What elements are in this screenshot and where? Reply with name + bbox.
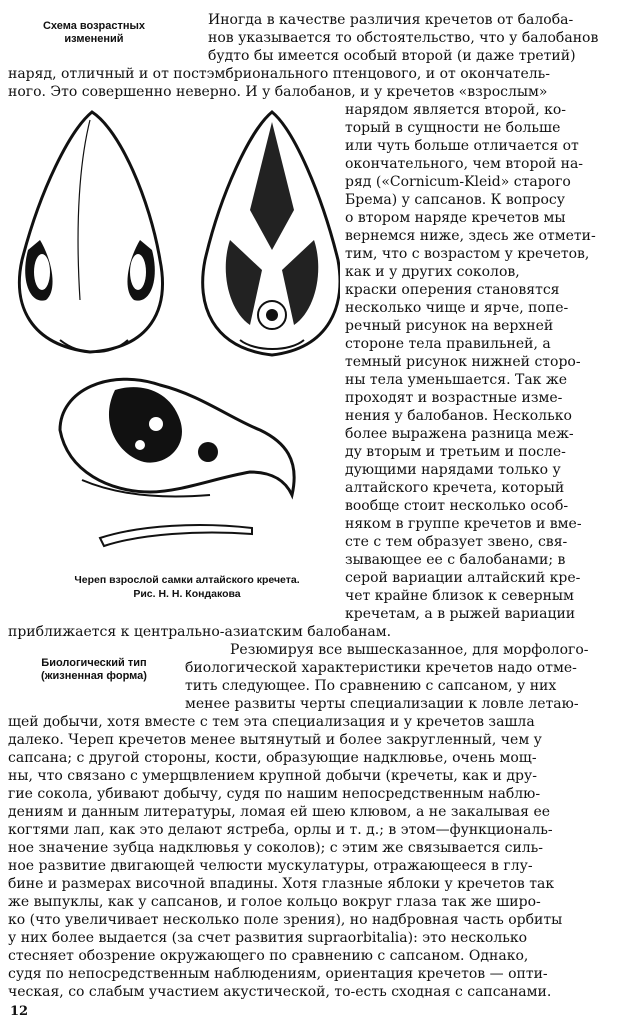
text-line: сте с тем образует звено, свя- — [345, 534, 568, 550]
text-line: нарядом является второй, ко- — [345, 102, 567, 118]
text-line: же выпуклы, как у сапсанов, и голое кольцо вокруг глаза так же широ- — [8, 894, 541, 910]
skull-lateral-view — [60, 379, 294, 496]
text-line: ны тела уменьшается. Так же — [345, 372, 568, 388]
text-line: Резюмируя все вышесказанное, для морфолого- — [230, 642, 589, 658]
text-line: ное значение зубца надклювья у соколов); с этим же связывается силь- — [8, 840, 544, 856]
text-line: судя по непосредственным наблюдениям, ориентация кречетов — опти- — [8, 966, 548, 982]
text-line: ко (что увеличивает несколько поле зрения), но надбровная часть орбиты — [8, 912, 563, 928]
text-line: вернемся ниже, здесь же отмети- — [345, 228, 596, 244]
text-line: щей добычи, хотя вместе с тем эта специализация и у кречетов зашла — [8, 714, 535, 730]
skull-dorsal-view — [19, 112, 162, 352]
text-line: ду вторым и третьим и после- — [345, 444, 566, 460]
text-line: вообще стоит несколько особ- — [345, 498, 569, 514]
text-line: нения у балобанов. Несколько — [345, 408, 572, 424]
skull-figure — [0, 100, 340, 560]
text-line: торый в сущности не больше — [345, 120, 561, 136]
text-line: биологической характеристики кречетов надо отме- — [185, 660, 577, 676]
text-line: чет крайне близок к северным — [345, 588, 574, 604]
text-line: няком в группе кречетов и вме- — [345, 516, 582, 532]
text-line: стороне тела правильней, а — [345, 336, 551, 352]
sidenote-biological-type: Биологический тип (жизненная форма) — [41, 657, 147, 682]
text-line: наряд, отличный и от постэмбрионального птенцового, и от окончатель- — [8, 66, 551, 82]
text-line: будто бы имеется особый второй (и даже третий) — [208, 48, 576, 64]
page-number: 12 — [10, 1004, 29, 1019]
text-line: когтями лап, как это делают ястреба, орлы и т. д.; в этом—функциональ- — [8, 822, 553, 838]
text-line: ческая, со слабым участием акустической, то-есть сходная с сапсанами. — [8, 984, 552, 1000]
text-line: ное развитие двигающей челюсти мускулатуры, отражающееся в глу- — [8, 858, 533, 874]
text-line: несколько чище и ярче, попе- — [345, 300, 569, 316]
text-line: стесняет обозрение окружающего по сравнению с сапсаном. Однако, — [8, 948, 529, 964]
text-line: темный рисунок нижней сторо- — [345, 354, 581, 370]
text-line: или чуть больше отличается от — [345, 138, 579, 154]
text-line: менее развиты черты специализации к ловле летаю- — [185, 696, 579, 712]
text-line: нов указывается то обстоятельство, что у балобанов — [208, 30, 599, 46]
text-line: ного. Это совершенно неверно. И у балобанов, и у кречетов «взрослым» — [8, 84, 548, 100]
text-line: алтайского кречета, который — [345, 480, 565, 496]
text-line: серой вариации алтайский кре- — [345, 570, 581, 586]
text-line: сапсана; с другой стороны, кости, образующие надклювье, очень мощ- — [8, 750, 537, 766]
text-line: далеко. Череп кречетов менее вытянутый и более закругленный, чем у — [8, 732, 542, 748]
text-line: окончательного, чем второй на- — [345, 156, 584, 172]
text-line: приближается к центрально-азиатским балобанам. — [8, 624, 392, 640]
text-line: кречетам, а в рыжей вариации — [345, 606, 576, 622]
text-line: более выражена разница меж- — [345, 426, 574, 442]
text-line: зывающее ее с балобанами; в — [345, 552, 566, 568]
text-line: Иногда в качестве различия кречетов от балоба- — [208, 12, 574, 28]
figure-caption: Череп взрослой самки алтайского кречета. Рис. Н. Н. Кондакова — [74, 574, 300, 600]
text-line: проходят и возрастные изме- — [345, 390, 563, 406]
text-line: речный рисунок на верхней — [345, 318, 554, 334]
text-line: Брема) у сапсанов. К вопросу — [345, 192, 566, 208]
mandible-bone — [100, 525, 252, 546]
skull-ventral-view — [203, 112, 340, 355]
text-line: как и у других соколов, — [345, 264, 520, 280]
text-line: тить следующее. По сравнению с сапсаном, у них — [185, 678, 557, 694]
text-line: гие сокола, убивают добычу, судя по нашим непосредственным наблю- — [8, 786, 541, 802]
text-line: краски оперения становятся — [345, 282, 560, 298]
text-line: тим, что с возрастом у кречетов, — [345, 246, 590, 262]
text-line: у них более выдается (за счет развития supraorbitalia): это несколько — [8, 930, 528, 946]
text-line: ряд («Cornicum-Kleid» старого — [345, 174, 571, 190]
sidenote-age-changes: Схема возрастных изменений — [42, 20, 146, 45]
text-line: ны, что связано с умерщвлением крупной добычи (кречеты, как и дру- — [8, 768, 537, 784]
text-line: дениям и данным литературы, ломая ей шею клювом, а не закалывая ее — [8, 804, 551, 820]
text-line: бине и размерах височной впадины. Хотя глазные яблоки у кречетов так — [8, 876, 555, 892]
text-line: о втором наряде кречетов мы — [345, 210, 566, 226]
text-line: дующими нарядами только у — [345, 462, 561, 478]
